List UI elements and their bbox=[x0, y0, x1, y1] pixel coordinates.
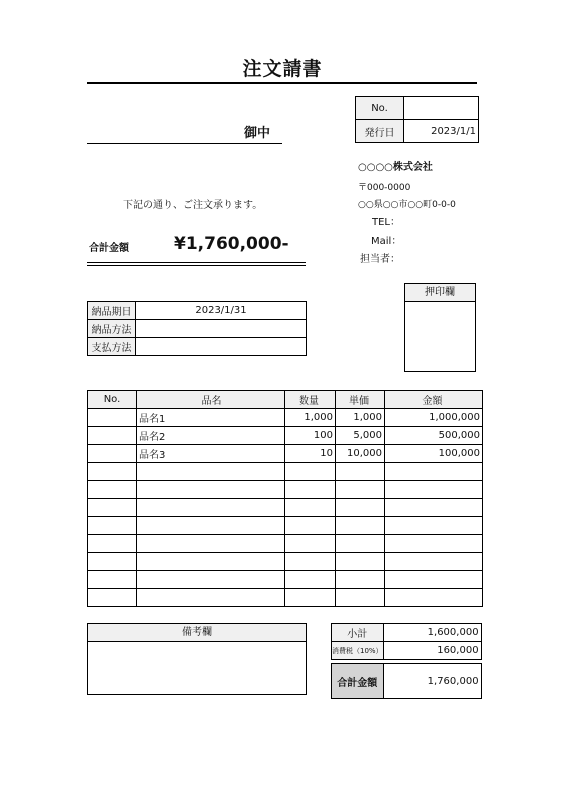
item-amount: 100,000 bbox=[385, 445, 483, 463]
item-amount bbox=[385, 481, 483, 499]
item-name: 品名3 bbox=[137, 445, 285, 463]
delivery-term-label: 納品方法 bbox=[88, 320, 136, 338]
item-unit-price bbox=[336, 535, 385, 553]
delivery-term-value: 2023/1/31 bbox=[136, 302, 307, 320]
table-row bbox=[88, 499, 483, 517]
item-amount bbox=[385, 571, 483, 589]
item-amount: 1,000,000 bbox=[385, 409, 483, 427]
item-no bbox=[88, 427, 137, 445]
item-name bbox=[137, 553, 285, 571]
item-amount bbox=[385, 535, 483, 553]
items-header-unit-price: 単価 bbox=[336, 391, 385, 409]
tax-label: 消費税（10%） bbox=[332, 642, 384, 660]
item-amount bbox=[385, 553, 483, 571]
table-row bbox=[88, 463, 483, 481]
total-amount-label: 合計金額 bbox=[89, 243, 129, 254]
table-row bbox=[88, 553, 483, 571]
issuer-company: ○○○○株式会社 bbox=[358, 162, 433, 173]
item-no bbox=[88, 445, 137, 463]
delivery-term-value bbox=[136, 320, 307, 338]
document-number-value bbox=[404, 97, 479, 120]
item-qty bbox=[285, 553, 336, 571]
subtotal-row bbox=[332, 624, 482, 642]
document-number-label: No. bbox=[356, 97, 404, 120]
item-qty: 10 bbox=[285, 445, 336, 463]
summary-total-row bbox=[332, 664, 482, 699]
table-row bbox=[88, 535, 483, 553]
item-amount bbox=[385, 517, 483, 535]
item-qty bbox=[285, 589, 336, 607]
issuer-postal-code: 〒000-0000 bbox=[358, 183, 411, 193]
table-row bbox=[88, 481, 483, 499]
tax-row bbox=[332, 642, 482, 660]
items-header-no: No. bbox=[88, 391, 137, 409]
issuer-person-label: 担当者： bbox=[360, 254, 400, 265]
item-qty: 1,000 bbox=[285, 409, 336, 427]
item-qty bbox=[285, 463, 336, 481]
item-name bbox=[137, 499, 285, 517]
item-qty: 100 bbox=[285, 427, 336, 445]
table-row bbox=[88, 427, 483, 445]
remarks-box bbox=[87, 623, 307, 695]
items-header-name: 品名 bbox=[137, 391, 285, 409]
item-name bbox=[137, 589, 285, 607]
item-name bbox=[137, 535, 285, 553]
client-name-line bbox=[87, 143, 282, 144]
item-qty bbox=[285, 481, 336, 499]
item-amount bbox=[385, 499, 483, 517]
delivery-row bbox=[88, 302, 307, 320]
item-amount bbox=[385, 589, 483, 607]
tax-value: 160,000 bbox=[383, 642, 481, 660]
delivery-row bbox=[88, 320, 307, 338]
issuer-address: ○○県○○市○○町0-0-0 bbox=[358, 200, 456, 210]
item-no bbox=[88, 499, 137, 517]
delivery-term-label: 納品期日 bbox=[88, 302, 136, 320]
delivery-term-value bbox=[136, 338, 307, 356]
item-name: 品名1 bbox=[137, 409, 285, 427]
item-qty bbox=[285, 499, 336, 517]
item-no bbox=[88, 463, 137, 481]
item-amount bbox=[385, 463, 483, 481]
item-no bbox=[88, 571, 137, 589]
item-unit-price bbox=[336, 589, 385, 607]
issuer-mail-label: Mail： bbox=[371, 236, 402, 247]
delivery-terms-table bbox=[87, 301, 307, 356]
item-name bbox=[137, 571, 285, 589]
title-underline bbox=[87, 82, 477, 84]
issue-date-label: 発行日 bbox=[356, 120, 404, 143]
table-row bbox=[88, 517, 483, 535]
item-unit-price bbox=[336, 553, 385, 571]
stamp-box-label: 押印欄 bbox=[405, 284, 475, 302]
item-unit-price: 5,000 bbox=[336, 427, 385, 445]
item-qty bbox=[285, 517, 336, 535]
total-double-rule-bottom bbox=[87, 265, 306, 266]
item-no bbox=[88, 409, 137, 427]
item-no bbox=[88, 553, 137, 571]
item-unit-price bbox=[336, 571, 385, 589]
total-amount-value: ¥1,760,000- bbox=[174, 234, 289, 254]
item-amount: 500,000 bbox=[385, 427, 483, 445]
document-title: 注文請書 bbox=[242, 58, 323, 80]
summary-total-label: 合計金額 bbox=[332, 664, 384, 699]
issue-date-value: 2023/1/1 bbox=[404, 120, 479, 143]
item-no bbox=[88, 589, 137, 607]
item-name bbox=[137, 517, 285, 535]
item-name bbox=[137, 463, 285, 481]
item-unit-price: 10,000 bbox=[336, 445, 385, 463]
item-unit-price bbox=[336, 499, 385, 517]
delivery-row bbox=[88, 338, 307, 356]
total-double-rule-top bbox=[87, 262, 306, 263]
client-suffix: 御中 bbox=[244, 126, 271, 141]
table-row bbox=[88, 571, 483, 589]
item-qty bbox=[285, 571, 336, 589]
items-header-amount: 金額 bbox=[385, 391, 483, 409]
item-unit-price bbox=[336, 517, 385, 535]
items-header-row bbox=[88, 391, 483, 409]
item-no bbox=[88, 517, 137, 535]
table-row bbox=[88, 589, 483, 607]
delivery-term-label: 支払方法 bbox=[88, 338, 136, 356]
item-no bbox=[88, 481, 137, 499]
item-unit-price: 1,000 bbox=[336, 409, 385, 427]
issuer-tel-label: TEL： bbox=[372, 217, 400, 228]
items-table bbox=[87, 390, 483, 607]
subtotal-value: 1,600,000 bbox=[383, 624, 481, 642]
stamp-box bbox=[404, 283, 476, 372]
table-row bbox=[88, 445, 483, 463]
item-unit-price bbox=[336, 481, 385, 499]
intro-text: 下記の通り、ご注文承ります。 bbox=[123, 200, 263, 211]
summary-table bbox=[331, 623, 482, 699]
item-name bbox=[137, 481, 285, 499]
item-qty bbox=[285, 535, 336, 553]
item-unit-price bbox=[336, 463, 385, 481]
summary-total-value: 1,760,000 bbox=[383, 664, 481, 699]
subtotal-label: 小計 bbox=[332, 624, 384, 642]
item-name: 品名2 bbox=[137, 427, 285, 445]
document-meta-table bbox=[355, 96, 479, 143]
remarks-label: 備考欄 bbox=[88, 624, 306, 642]
items-header-qty: 数量 bbox=[285, 391, 336, 409]
table-row bbox=[88, 409, 483, 427]
item-no bbox=[88, 535, 137, 553]
